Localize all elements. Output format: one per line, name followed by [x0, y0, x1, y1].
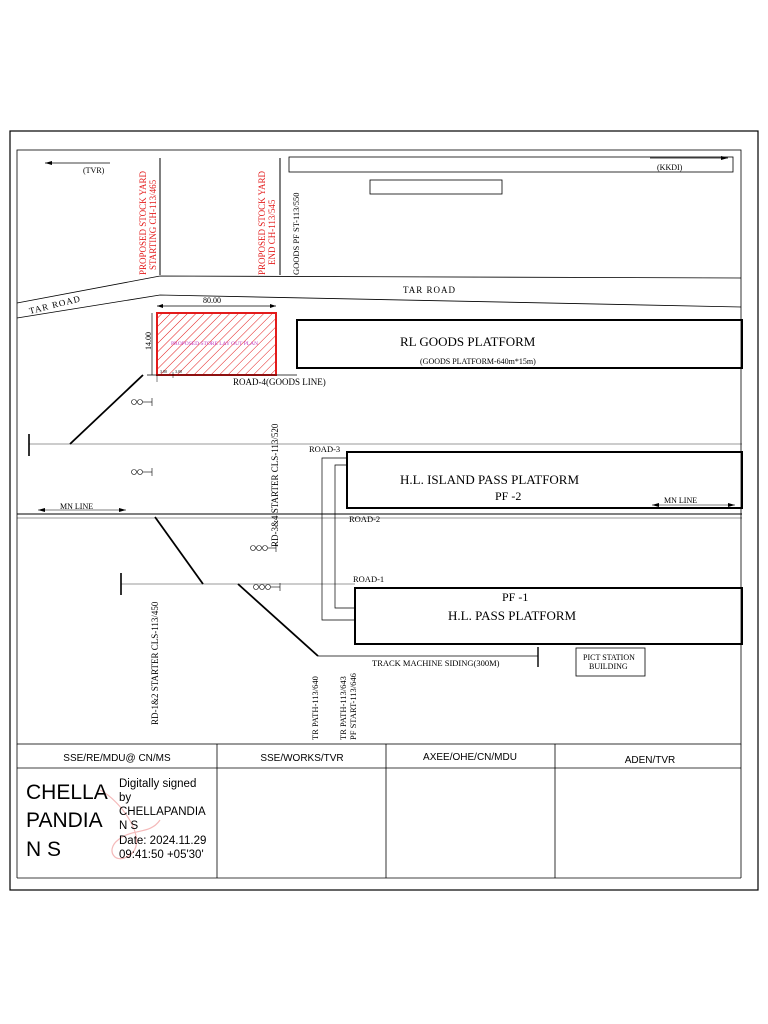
track-machine-siding-label: TRACK MACHINE SIDING(300M) — [372, 658, 500, 668]
road-3-connector-outer — [322, 458, 355, 620]
kkdi-label: (KKDI) — [657, 163, 683, 172]
turnout-upper-left — [70, 375, 143, 444]
mn-line-left-label: MN LINE — [60, 502, 94, 511]
turnout-middle-left — [155, 517, 203, 584]
rd-1-2-starter-label: RD-1&2 STARTER CLS-113/450 — [150, 601, 160, 725]
goods-pf-label: GOODS PF ST-113/550 — [291, 192, 301, 275]
hl-pass-platform-label: H.L. PASS PLATFORM — [448, 608, 577, 623]
signed-line-1: Digitally signed — [119, 778, 197, 790]
stock-yard-start-label-1: PROPOSED STOCK YARD — [138, 170, 148, 275]
store-small-dim-2: 3.00 — [175, 369, 182, 374]
signal-1 — [132, 398, 153, 406]
table-header-3: AXEE/OHE/CN/MDU — [423, 752, 517, 763]
signed-line-3: CHELLAPANDIA — [119, 806, 206, 818]
signed-line-2: by — [119, 792, 132, 804]
tar-road-left-label: TAR ROAD — [28, 293, 82, 316]
tar-road-top-label: TAR ROAD — [403, 285, 457, 295]
tr-path-643-label: TR PATH-113/643 — [338, 676, 348, 740]
signed-line-5: Date: 2024.11.29 — [119, 835, 207, 847]
tr-path-640-label: TR PATH-113/640 — [310, 676, 320, 740]
tvr-arrow — [45, 161, 110, 165]
signed-line-4: N S — [119, 820, 139, 832]
signer-name-line-1: CHELLA — [26, 781, 108, 804]
road-3-label: ROAD-3 — [309, 444, 341, 454]
store-small-dim-1: 3.00 — [160, 369, 167, 374]
turnout-lower — [238, 584, 318, 656]
road-4-label: ROAD-4(GOODS LINE) — [233, 377, 326, 387]
store-height-dimension: 14.00 — [144, 332, 153, 350]
stock-yard-end-label-2: END CH-113/545 — [267, 199, 277, 265]
pf-start-label: PF START-113/646 — [348, 673, 358, 740]
road-3-connector-inner — [335, 465, 355, 608]
hl-island-platform-label: H.L. ISLAND PASS PLATFORM — [400, 472, 580, 487]
tvr-label: (TVR) — [83, 166, 105, 175]
stock-yard-end-label-1: PROPOSED STOCK YARD — [257, 170, 267, 275]
pict-station-label-1: PICT STATION — [583, 653, 635, 662]
signal-2 — [132, 468, 153, 476]
stock-yard-start-label-2: STARTING CH-113/465 — [148, 179, 158, 270]
rl-goods-platform-sub: (GOODS PLATFORM-640m*15m) — [420, 357, 536, 366]
signer-name-line-2: PANDIA — [26, 809, 103, 832]
table-header-1: SSE/RE/MDU@ CN/MS — [63, 753, 171, 764]
signer-name-line-3: N S — [26, 838, 62, 861]
rd-3-4-starter-label: RD-3&4 STARTER CLS-113/520 — [270, 423, 280, 547]
pf-2-label: PF -2 — [495, 489, 522, 503]
rl-goods-platform-label: RL GOODS PLATFORM — [400, 334, 536, 349]
mn-line-right-label: MN LINE — [664, 496, 698, 505]
pict-station-label-2: BUILDING — [589, 662, 628, 671]
top-small-box — [370, 180, 502, 194]
signed-line-6: 09:41:50 +05'30' — [119, 849, 204, 861]
store-layout-label: PROPOSED STORE LAY OUT PLAN — [171, 341, 259, 347]
tar-road-top-edge — [17, 276, 741, 303]
pf-1-label: PF -1 — [502, 590, 529, 604]
store-width-dimension: 80.00 — [203, 296, 221, 305]
tar-road-bottom-edge — [17, 295, 741, 318]
table-header-2: SSE/WORKS/TVR — [260, 753, 344, 764]
table-header-4: ADEN/TVR — [624, 755, 676, 766]
road-2-label: ROAD-2 — [349, 514, 381, 524]
road-1-label: ROAD-1 — [353, 574, 385, 584]
